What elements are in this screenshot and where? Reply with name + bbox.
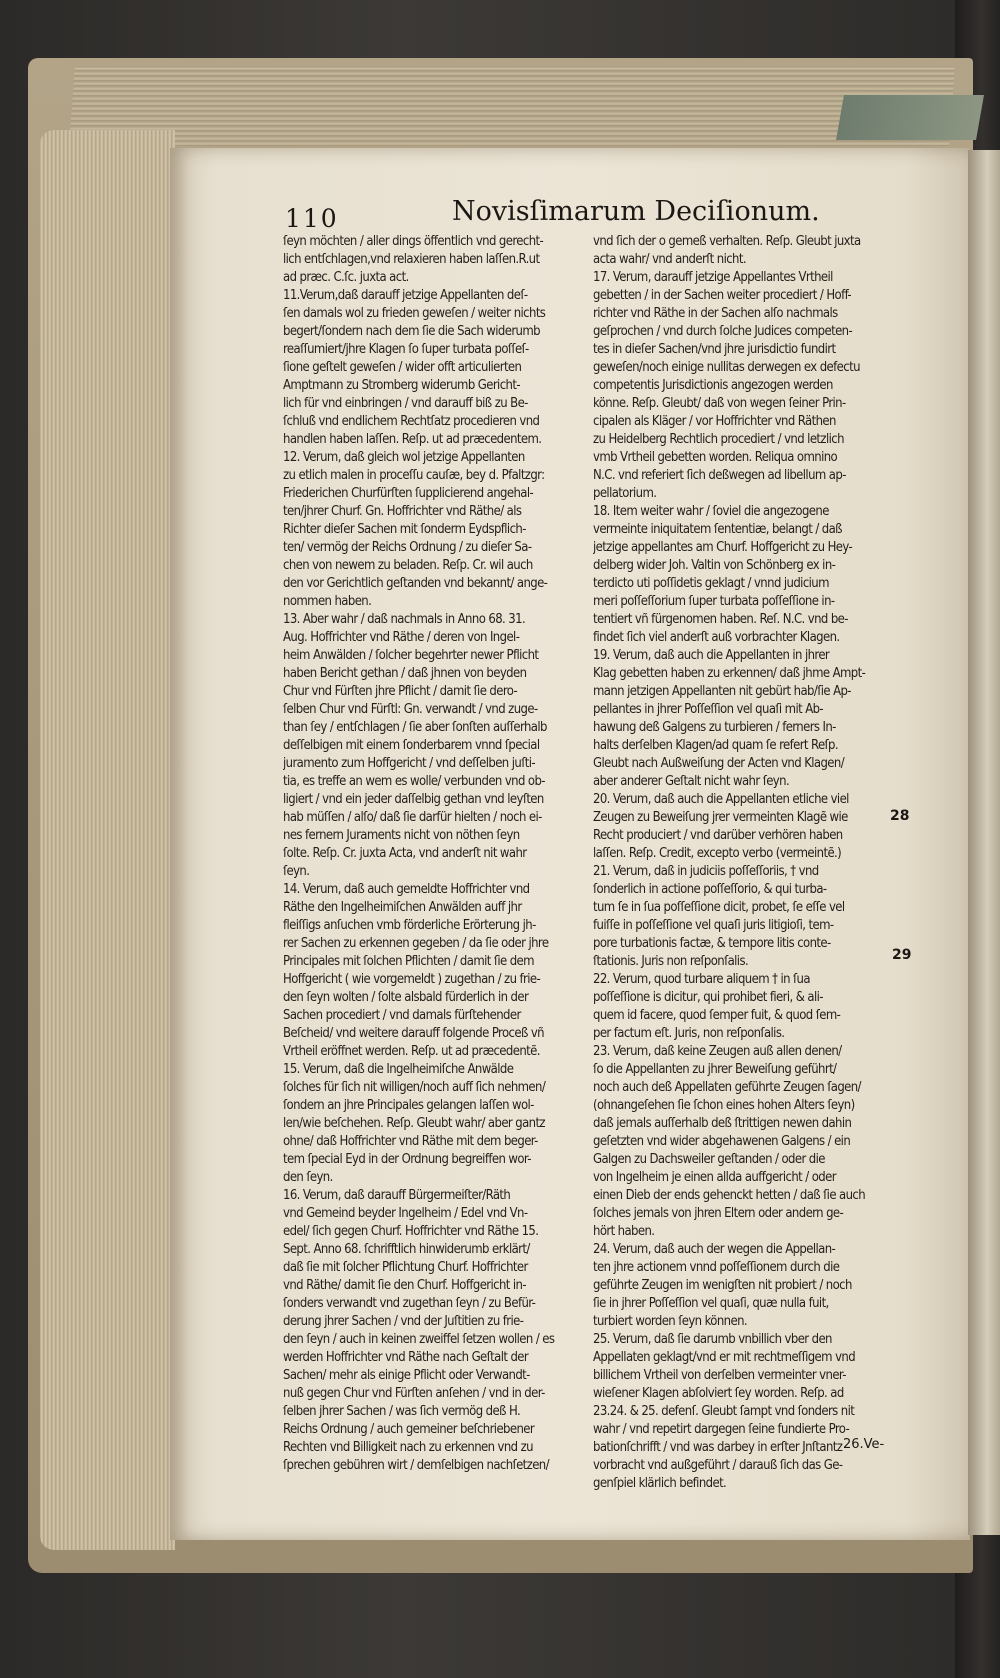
text-line: (ohnangeſehen ſie ſchon eines hohen Alters ſeyn) [593,1098,855,1113]
text-line: zu etlich malen in proceſſu cauſæ, bey d. Pfaltzgr: [283,468,545,483]
text-line: fleiſſigs anſuchen vmb förderliche Erörterung jh- [283,918,536,933]
text-line: juramento zum Hoffgericht / vnd deſſelben juſti- [283,756,535,771]
text-line: ohne/ daß Hoffrichter vnd Räthe mit dem beger- [283,1134,538,1149]
text-line: ad præc. C.ſc. juxta act. [283,270,409,285]
text-line: tia, es treffe an wem es wolle/ verbunden vnd ob- [283,774,545,789]
page-number: 110 [285,204,339,233]
text-line: 23.24. & 25. defenſ. Gleubt ſampt vnd ſonders nit [593,1404,855,1419]
text-line: ſelben Chur vnd Fürſtl: Gn. verwandt / vnd zuge- [283,702,538,717]
text-line: Galgen zu Dachsweiler geſtanden / oder die [593,1152,825,1167]
text-line: hab müſſen / alſo/ daß ſie darfür hielten / noch ei- [283,810,542,825]
marginal-number: 28 [890,808,910,824]
text-line: rer Sachen zu erkennen gegeben / da ſie oder jhre [283,936,549,951]
text-line: lich für vnd einbringen / vnd darauff biß zu Be- [283,396,528,411]
text-line: aber anderer Geſtalt nicht wahr ſeyn. [593,774,790,789]
text-line: 11.Verum,daß darauff jetzige Appellanten deſ- [283,288,528,303]
text-line: ligiert / vnd ein jeder daſſelbig gethan vnd leyſten [283,792,544,807]
text-line: ſonders verwandt vnd zugethan ſeyn / zu Befür- [283,1296,536,1311]
text-line: 16. Verum, daß darauff Bürgermeiſter/Räth [283,1188,511,1203]
text-line: ſeyn. [283,864,310,879]
text-line: werden Hoffrichter vnd Räthe nach Geſtalt der [283,1350,529,1365]
text-line: 12. Verum, daß gleich wol jetzige Appellanten [283,450,525,465]
text-line: den ſeyn / auch in keinen zweiffel ſetzen wollen / es [283,1332,555,1347]
text-line: cipalen als Kläger / vor Hoffrichter vnd Räthen [593,414,836,429]
text-line: ſolches jemals von jhren Eltern oder andern ge- [593,1206,844,1221]
right-text-column [593,233,881,1493]
text-line: Sept. Anno 68. ſchrifftlich hinwiderumb erklärt/ [283,1242,530,1257]
text-line: den ſeyn. [283,1170,333,1185]
text-line: vnd ſich der o gemeß verhalten. Reſp. Gleubt juxta [593,234,861,249]
book-top-edge-corner [836,95,984,140]
text-line: tentiert vñ fürgenomen haben. Reſ. N.C. vnd be- [593,612,848,627]
text-line: chen von newem zu beladen. Reſp. Cr. wil auch [283,558,533,573]
text-line: begert/ſondern nach dem ſie die Sach widerumb [283,324,540,339]
text-line: ſondern an jhre Principales gelangen laſſen wol- [283,1098,534,1113]
text-line: genſpiel klärlich befindet. [593,1476,727,1491]
text-line: quem id facere, quod ſemper fuit, & quod ſem- [593,1008,841,1023]
text-line: 21. Verum, daß in judiciis poſſeſſoriis, † vnd [593,864,819,879]
text-line: geführte Zeugen im wenigſten nit probiert / noch [593,1278,852,1293]
text-line: vnd Gemeind beyder Ingelheim / Edel vnd Vn- [283,1206,528,1221]
text-line: geweſen/noch einige nullitas derwegen ex defectu [593,360,860,375]
text-line: meri poſſeſſorium ſuper turbata poſſeſſione in- [593,594,835,609]
text-line: haben Bericht gethan / daß jhnen von beyden [283,666,527,681]
text-line: Sachen procediert / vnd damals fürſtehender [283,1008,521,1023]
text-line: 22. Verum, quod turbare aliquem † in ſua [593,972,810,987]
text-line: findet ſich viel anderſt auß vorbrachter Klagen. [593,630,840,645]
text-line: noch auch deß Appellaten geführte Zeugen ſagen/ [593,1080,861,1095]
text-line: poſſeſſione is dicitur, qui prohibet fieri, & ali- [593,990,823,1005]
text-line: ſchluß vnd endlichem Rechtſatz procedieren vnd [283,414,540,429]
text-line: 19. Verum, daß auch die Appellanten in jhrer [593,648,830,663]
text-line: hawung deß Galgens zu turbieren / ferners In- [593,720,836,735]
text-line: ſprechen gebühren wirt / demſelbigen nachſetzen/ [283,1458,549,1473]
text-line: terdicto uti poſſidetis geklagt / vnnd judicium [593,576,829,591]
text-line: 13. Aber wahr / daß nachmals in Anno 68. 31. [283,612,526,627]
text-line: ſolte. Reſp. Cr. juxta Acta, vnd anderſt nit wahr [283,846,527,861]
text-line: than ſey / entſchlagen / ſie aber ſonſten auſſerhalb [283,720,547,735]
text-line: tum ſe in ſua poſſeſſione dicit, probet, ſe eſſe vel [593,900,845,915]
text-line: könne. Reſp. Gleubt/ daß von wegen ſeiner Prin- [593,396,846,411]
text-line: heim Anwälden / ſolcher begehrter newer Pflicht [283,648,539,663]
text-line: Zeugen zu Beweiſung jrer vermeinten Klagẽ wie [593,810,848,825]
text-line: ſonderlich in actione poſſeſſorio, & qui turba- [593,882,827,897]
text-line: competentis Jurisdictionis angezogen werden [593,378,833,393]
text-line: pellantes in jhrer Poſſeſſion vel quaſi mit Ab- [593,702,824,717]
text-line: ten/jhrer Churf. Gn. Hoffrichter vnd Räthe/ als [283,504,522,519]
catchword: 26.Ve- [843,1437,885,1452]
text-line: 18. Item weiter wahr / ſoviel die angezogene [593,504,829,519]
text-line: pellatorium. [593,486,657,501]
text-line: acta wahr/ vnd anderſt nicht. [593,252,746,267]
text-line: nommen haben. [283,594,372,609]
text-line: Klag gebetten haben zu erkennen/ daß jhme Ampt- [593,666,866,681]
text-line: ſie in jhrer Poſſeſſion vel quaſi, quæ nulla fuit, [593,1296,829,1311]
text-line: edel/ ſich gegen Churf. Hoffrichter vnd Räthe 15. [283,1224,539,1239]
text-line: 17. Verum, darauff jetzige Appellantes Vrtheil [593,270,833,285]
text-line: delberg wider Joh. Valtin von Schönberg ex in- [593,558,836,573]
text-line: daß jemals auſſerhalb deß ſtrittigen newen dahin [593,1116,852,1131]
text-line: fuiſſe in poſſeſſione vel quaſi juris litigioſi, tem- [593,918,834,933]
text-line: derung jhrer Sachen / vnd der Juſtitien zu frie- [283,1314,524,1329]
text-line: zu Heidelberg Rechtlich procediert / vnd letzlich [593,432,844,447]
book-top-edge [69,66,955,146]
text-line: Sachen/ mehr als einige Pflicht oder Verwandt- [283,1368,530,1383]
text-line: ſione geſtelt geweſen / wider offt articulierten [283,360,522,375]
text-line: Principales mit ſolchen Pflichten / damit ſie dem [283,954,534,969]
text-line: ten/ vermög der Reichs Ordnung / zu dieſer Sa- [283,540,532,555]
text-line: Hoffgericht ( wie vorgemeldt ) zugethan / zu frie- [283,972,541,987]
text-line: Chur vnd Fürſten jhre Pflicht / damit ſie dero- [283,684,518,699]
text-line: Reichs Ordnung / auch gemeiner beſchriebener [283,1422,535,1437]
text-line: vnd Räthe/ damit ſie den Churf. Hoffgericht in- [283,1278,526,1293]
text-line: den ſeyn wolten / ſolte alsbald fürderlich in der [283,990,529,1005]
text-line: reaſſumiert/jhre Klagen ſo ſuper turbata poſſeſ- [283,342,529,357]
text-line: billichem Vrtheil von derſelben vermeinter vner- [593,1368,846,1383]
text-line: Richter dieſer Sachen mit ſonderm Eydspflich- [283,522,526,537]
book-fore-edge [40,130,175,1550]
text-line: 15. Verum, daß die Ingelheimiſche Anwälde [283,1062,514,1077]
facing-page-edge [968,150,1000,1535]
text-line: 14. Verum, daß auch gemeldte Hoffrichter vnd [283,882,530,897]
text-line: ſtationis. Juris non reſponſalis. [593,954,749,969]
text-line: richter vnd Räthe in der Sachen alſo nachmals [593,306,838,321]
text-line: N.C. vnd referiert ſich deßwegen ad libellum ap- [593,468,846,483]
text-line: wahr / vnd repetirt dargegen ſeine fundierte Pro- [593,1422,850,1437]
text-line: tem ſpecial Eyd in der Ordnung begreiffen wor- [283,1152,531,1167]
text-line: 23. Verum, daß keine Zeugen auß allen denen/ [593,1044,842,1059]
text-line: 20. Verum, daß auch die Appellanten etliche viel [593,792,849,807]
text-line: turbiert worden ſeyn können. [593,1314,748,1329]
text-line: wieſener Klagen abſolviert ſey worden. Reſp. ad [593,1386,844,1401]
text-line: einen Dieb der ends gehenckt hetten / daß ſie auch [593,1188,866,1203]
text-line: ſelben jhrer Sachen / was ſich vermög deß H. [283,1404,521,1419]
text-line: ſeyn möchten / aller dings öffentlich vnd gerecht- [283,234,544,249]
text-line: tes in dieſer Sachen/vnd jhre jurisdictio fundirt [593,342,836,357]
text-line: Gleubt nach Außweiſung der Acten vnd Klagen/ [593,756,845,771]
marginal-number: 29 [892,947,912,963]
text-line: Friederichen Churfürſten ſupplicierend angehal- [283,486,534,501]
text-line: vmb Vrtheil gebetten worden. Reliqua omnino [593,450,838,465]
text-line: ſen damals wol zu frieden geweſen / weiter nichts [283,306,546,321]
text-line: den vor Gerichtlich geſtanden vnd bekannt/ ange- [283,576,548,591]
text-line: Appellaten geklagt/vnd er mit rechtmeſſigem vnd [593,1350,856,1365]
text-line: ſo die Appellanten zu jhrer Beweiſung geführt/ [593,1062,837,1077]
text-line: bationſchrifft / vnd was darbey in erſter Jnſtantz [593,1440,843,1455]
text-line: vorbracht vnd außgeführt / darauß ſich das Ge- [593,1458,843,1473]
text-line: ſolches für ſich nit willigen/noch auff ſich nehmen/ [283,1080,546,1095]
text-line: daß ſie mit ſolcher Pflichtung Churf. Hoffrichter [283,1260,528,1275]
text-line: 24. Verum, daß auch der wegen die Appellan- [593,1242,836,1257]
text-line: geſetzten vnd wider abgehawenen Galgens / ein [593,1134,851,1149]
text-line: halts derſelben Klagen/ad quam ſe refert Reſp. [593,738,839,753]
text-line: 25. Verum, daß ſie darumb vnbillich vber den [593,1332,832,1347]
text-line: handlen haben laſſen. Reſp. ut ad præcedentem. [283,432,542,447]
text-line: jetzige appellantes am Churf. Hoffgericht zu Hey- [593,540,853,555]
left-text-column [283,233,579,1475]
text-line: geſprochen / vnd durch ſolche Judices competen- [593,324,853,339]
text-line: Vrtheil eröffnet werden. Reſp. ut ad præcedentẽ. [283,1044,540,1059]
text-line: hört haben. [593,1224,655,1239]
text-line: pore turbationis factæ, & tempore litis conte- [593,936,831,951]
text-line: mann jetzigen Appellanten nit gebürt hab/ſie Ap- [593,684,851,699]
text-line: vermeinte iniquitatem ſententiæ, belangt / daß [593,522,842,537]
text-line: len/wie beſchehen. Reſp. Gleubt wahr/ aber gantz [283,1116,545,1131]
text-line: lich entſchlagen,vnd relaxieren haben laſſen.R.ut [283,252,540,267]
text-line: Räthe den Ingelheimiſchen Anwälden auff jhr [283,900,522,915]
text-line: nes fernern Juraments nicht von nöthen ſeyn [283,828,520,843]
text-line: Beſcheid/ vnd weitere darauff folgende Proceß vñ [283,1026,544,1041]
running-head: Novisſimarum Deciſionum. [452,196,820,227]
text-line: Rechten vnd Billigkeit nach zu erkennen vnd zu [283,1440,533,1455]
text-line: gebetten / in der Sachen weiter procediert / Hoff- [593,288,852,303]
text-line: per factum eſt. Juris, non reſponſalis. [593,1026,785,1041]
text-line: laſſen. Reſp. Credit, excepto verbo (vermeintẽ.) [593,846,842,861]
text-line: Aug. Hoffrichter vnd Räthe / deren von Ingel- [283,630,520,645]
text-line: Recht produciert / vnd darüber verhören haben [593,828,843,843]
text-line: von Ingelheim je einen allda auffgericht / oder [593,1170,836,1185]
text-line: deſſelbigen mit einem ſonderbarem vnnd ſpecial [283,738,540,753]
text-line: nuß gegen Chur vnd Fürſten anſehen / vnd in der- [283,1386,545,1401]
text-line: ten jhre actionem vnnd poſſeſſionem durch die [593,1260,840,1275]
text-line: Amptmann zu Stromberg widerumb Gericht- [283,378,520,393]
